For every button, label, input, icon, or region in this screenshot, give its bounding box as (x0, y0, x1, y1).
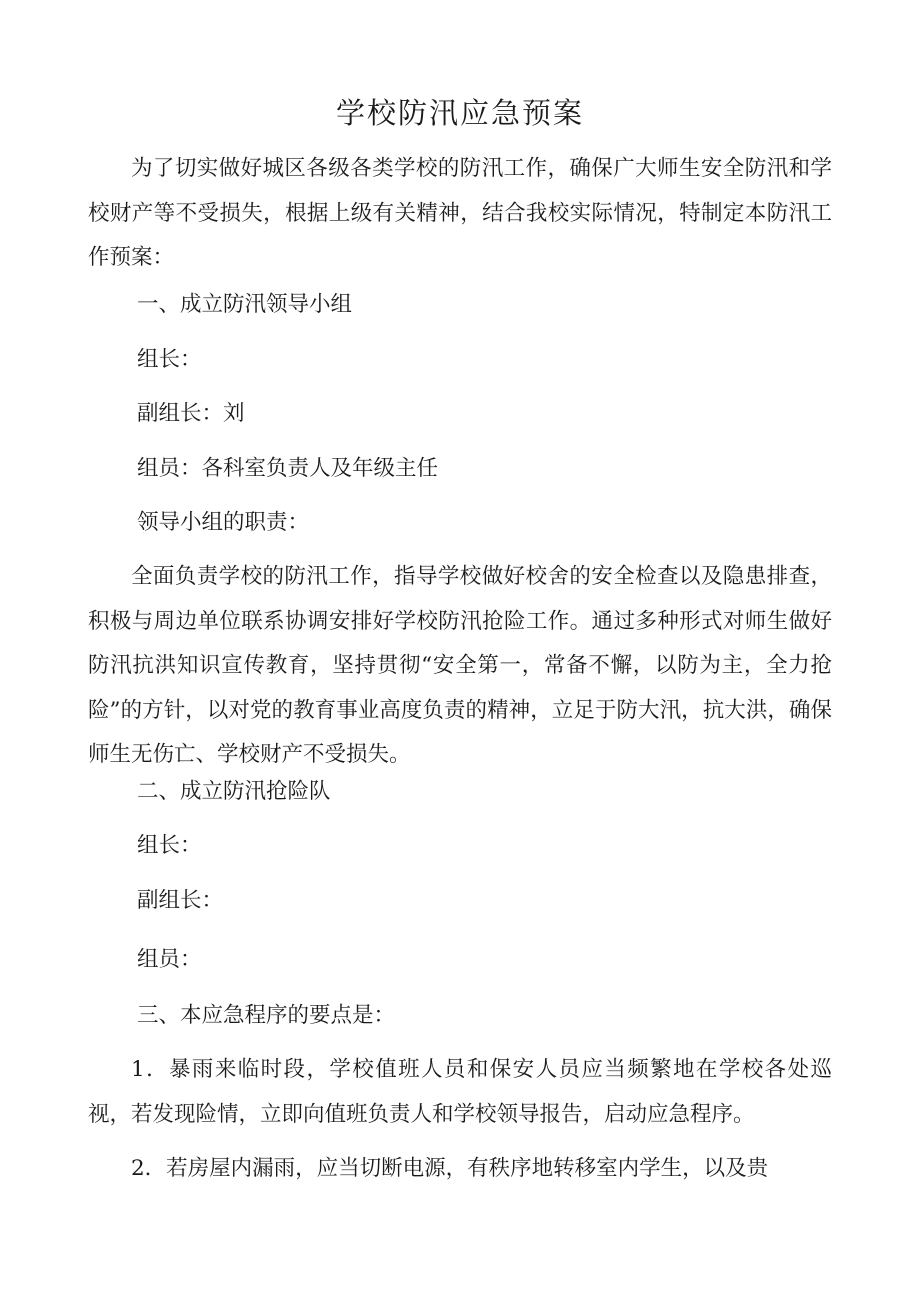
section2-vice-leader: 副组长： (137, 888, 224, 913)
section1-members: 组员：各科室负责人及年级主任 (137, 456, 439, 481)
section1-vice-leader: 副组长：刘 (137, 401, 245, 426)
section1-heading: 一、成立防汛领导小组 (137, 292, 353, 317)
section2-heading: 二、成立防汛抢险队 (137, 779, 331, 804)
section1-duties-paragraph: 全面负责学校的防汛工作，指导学校做好校舍的安全检查以及隐患排查，积极与周边单位联系协调安排好学校防汛抢险工作。通过多种形式对师生做好防汛抗洪知识宣传教育，坚持贯彻“安全第一，常备不懈，以防为主，全力抢险”的方针，以对党的教育事业高度负责的精神，立足于防大汛，抗大洪，确保师生无伤亡、学校财产不受损失。 (88, 564, 832, 767)
section1-leader: 组长： (137, 347, 202, 372)
intro-paragraph: 为了切实做好城区各级各类学校的防汛工作，确保广大师生安全防汛和学校财产等不受损失，根据上级有关精神，结合我校实际情况，特制定本防汛工作预案： (88, 156, 832, 270)
section3-step1-paragraph: 1．暴雨来临时段，学校值班人员和保安人员应当频繁地在学校各处巡视，若发现险情，立即向值班负责人和学校领导报告，启动应急程序。 (88, 1057, 832, 1127)
document-title: 学校防汛应急预案 (335, 96, 584, 130)
section2-members: 组员： (137, 947, 202, 972)
section3-heading: 三、本应急程序的要点是： (137, 1003, 396, 1028)
section1-duties-heading: 领导小组的职责： (137, 510, 310, 535)
section3-step2-paragraph: 2．若房屋内漏雨，应当切断电源，有秩序地转移室内学生，以及贵 (131, 1156, 769, 1181)
section2-leader: 组长： (137, 833, 202, 858)
